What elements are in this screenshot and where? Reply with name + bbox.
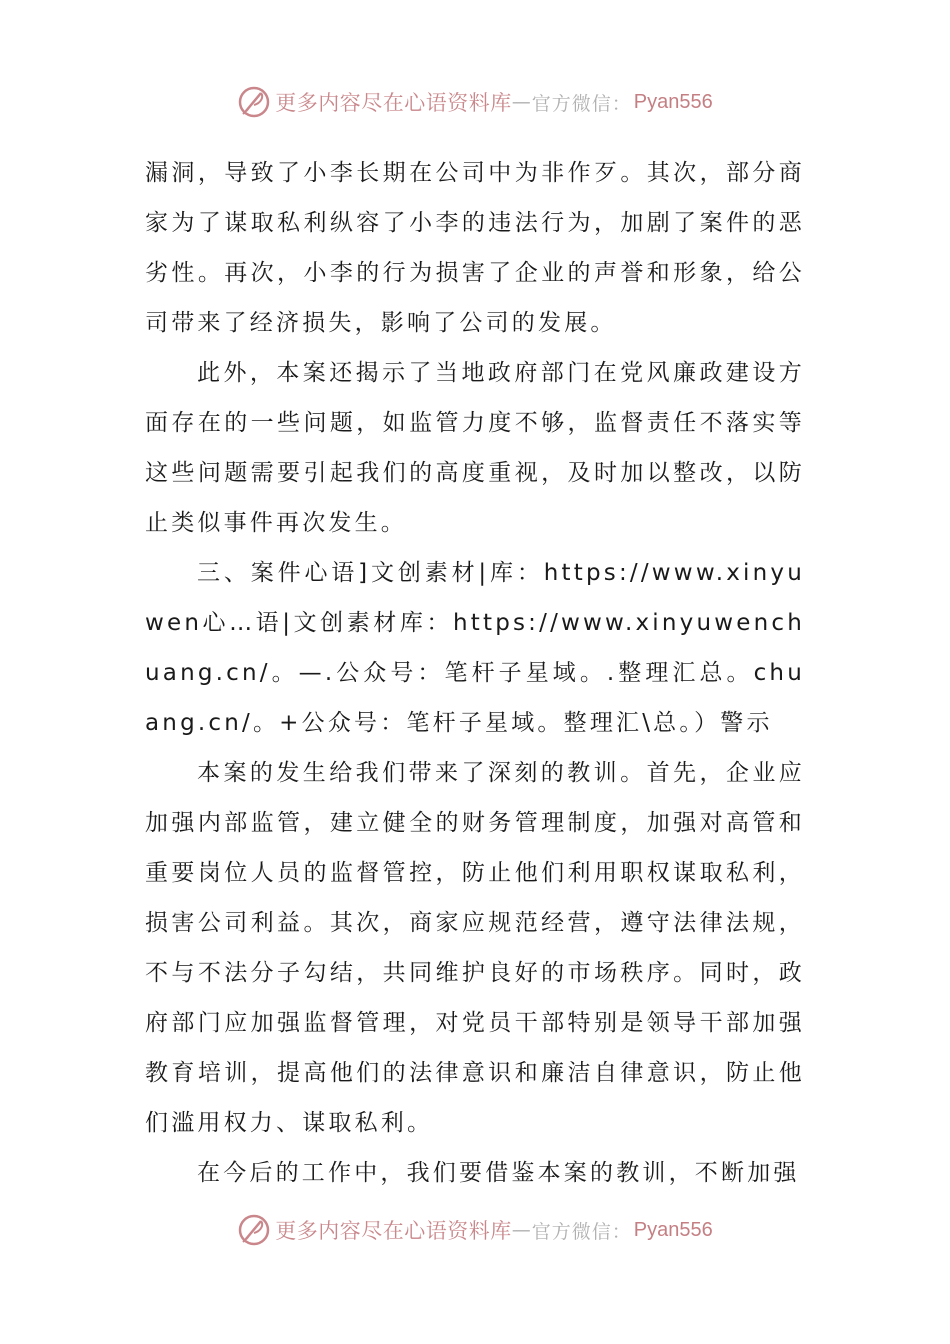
banner-brand-text: 更多内容尽在心语资料库 (275, 91, 512, 115)
header-banner (0, 82, 950, 122)
banner-wechat-id: Pyan556 (633, 1218, 713, 1241)
quill-logo-icon (237, 1213, 271, 1247)
banner-separator: — (511, 91, 532, 113)
paragraph-2: 此外，本案还揭示了当地政府部门在党风廉政建设方面存在的一些问题，如监管力度不够，监督责任不落实等这些问题需要引起我们的高度重视，及时加以整改，以防止类似事件再次发生。 (145, 360, 805, 536)
banner-label: 官方微信： (531, 92, 632, 115)
banner-wechat-id: Pyan556 (633, 90, 713, 113)
quill-logo-icon (237, 85, 271, 119)
section-heading-paragraph: 三、案件心语]文创素材|库：https://www.xinyuwen心…语|文创素材库：https://www.xinyuwenchuang.cn/。—.公众号：笔杆子星域。.整理汇总。chuang.cn/。+公众号：笔杆子星域。整理汇\总。）警示 (145, 560, 805, 736)
paragraph-5: 在今后的工作中，我们要借鉴本案的教训，不断加强 (197, 1160, 800, 1186)
banner-brand-text: 更多内容尽在心语资料库 (275, 1219, 512, 1243)
banner-separator: — (511, 1219, 532, 1241)
document-body (145, 148, 805, 1198)
footer-banner (0, 1210, 950, 1250)
banner-label: 官方微信： (531, 1220, 632, 1243)
paragraph-1: 漏洞，导致了小李长期在公司中为非作歹。其次，部分商家为了谋取私利纵容了小李的违法行为，加剧了案件的恶劣性。再次，小李的行为损害了企业的声誉和形象，给公司带来了经济损失，影响了公司的发展。 (145, 160, 805, 336)
paragraph-4: 本案的发生给我们带来了深刻的教训。首先，企业应加强内部监管，建立健全的财务管理制度，加强对高管和重要岗位人员的监督管控，防止他们利用职权谋取私利，损害公司利益。其次，商家应规范经营，遵守法律法规，不与不法分子勾结，共同维护良好的市场秩序。同时，政府部门应加强监督管理，对党员干部特别是领导干部加强教育培训，提高他们的法律意识和廉洁自律意识，防止他们滥用权力、谋取私利。 (145, 760, 805, 1136)
